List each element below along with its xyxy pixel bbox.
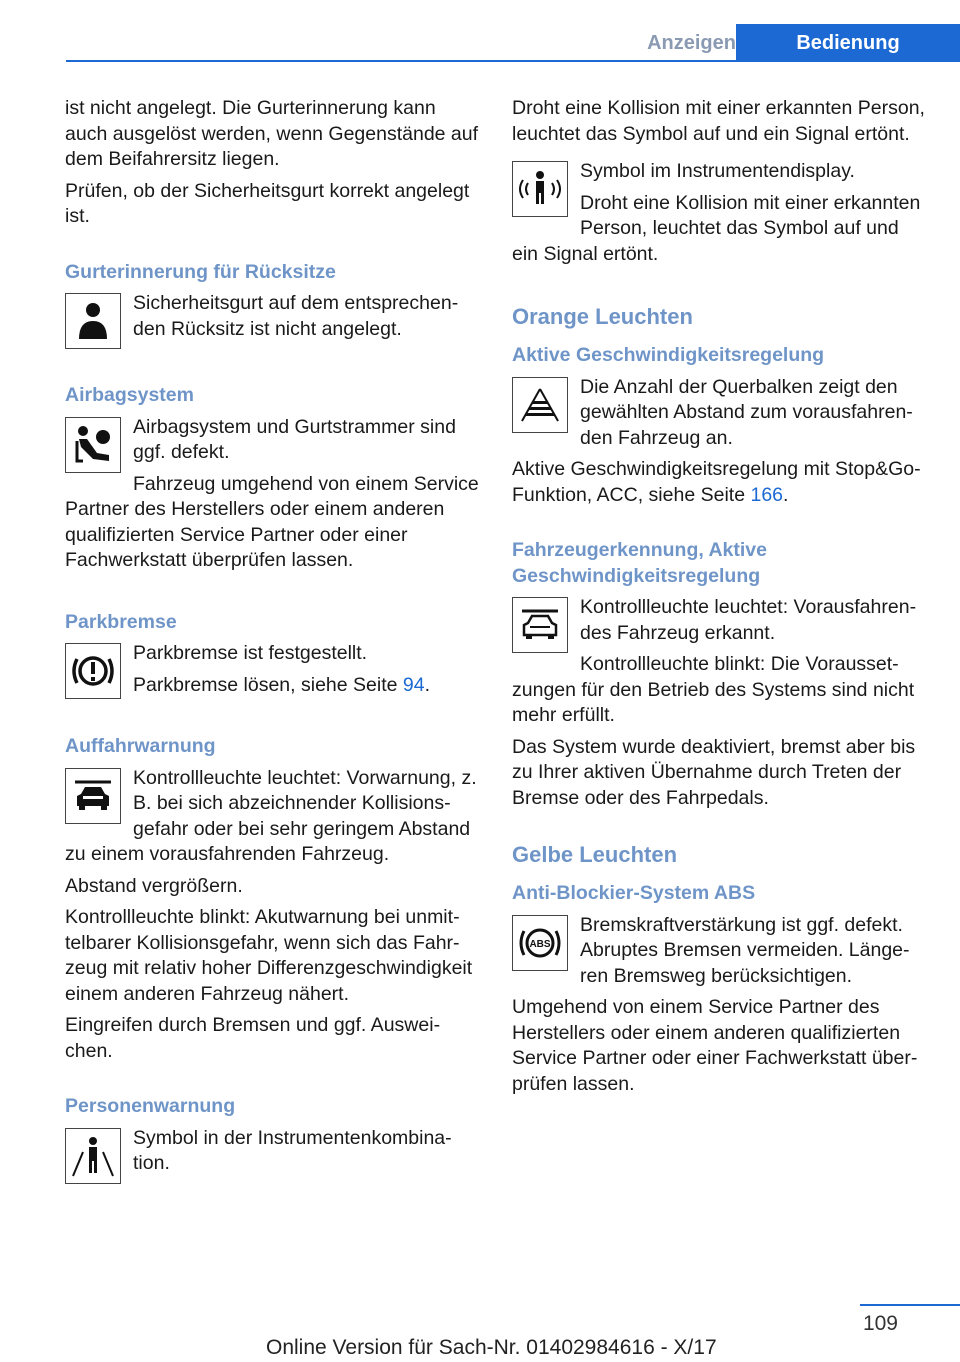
section-heading-fzg: Fahrzeugerkennung, Aktive Geschwindigkeitsregelung bbox=[512, 539, 767, 587]
indicator-text: Kontrollleuchte leuchtet: Vorausfahrendes Fahrzeug erkannt. bbox=[580, 596, 917, 644]
paragraph bbox=[512, 457, 930, 508]
header-tab-anzeigen[interactable]: Anzeigen bbox=[647, 32, 736, 54]
paragraph: Eingreifen durch Bremsen und ggf. Ausweichen. bbox=[65, 1014, 441, 1062]
indicator-text: Symbol im Instrumentendisplay. bbox=[580, 160, 855, 182]
indicator-acc bbox=[512, 375, 930, 458]
airbag-icon bbox=[65, 417, 121, 473]
indicator-parkbremse bbox=[65, 641, 480, 704]
indicator-fzg bbox=[512, 595, 930, 735]
vehicle-detected-icon bbox=[512, 597, 568, 653]
footer-rule bbox=[860, 1304, 960, 1306]
indicator-text: Droht eine Kollision mit einer erkannten Person, leuchtet das Symbol auf und ein Signal ertönt. bbox=[512, 191, 921, 265]
indicator-text: Kontrollleuchte leuchtet: Vorwarnung, z. B. bei sich abzeichnender Kollisionsgefahr oder bei sehr geringem Abstand zu einem vorausfahrenden Fahrzeug. bbox=[65, 766, 477, 865]
pedestrian-signal-icon bbox=[512, 161, 568, 217]
pedestrian-warning-icon bbox=[65, 1128, 121, 1184]
indicator-text: Die Anzahl der Querbalken zeigt den gewählten Abstand zum vorausfahrenden Fahrzeug an. bbox=[580, 375, 913, 449]
text-fragment: . bbox=[424, 673, 431, 696]
online-version-note: Online Version für Sach-Nr. 01402984616 - X/17 bbox=[266, 1336, 717, 1359]
indicator-text: Fahrzeug umgehend von einem Service Partner des Herstellers oder einem anderen qualifizierten Service Partner oder einer Fachwerkstatt überprüfen lassen. bbox=[65, 472, 479, 571]
indicator-text: Parkbremse ist festgestellt. bbox=[133, 642, 368, 664]
paragraph: Droht eine Kollision mit einer erkannten Person, leuchtet das Symbol auf und ein Signal ertönt. bbox=[512, 97, 925, 145]
page-link-94[interactable]: 94 bbox=[402, 673, 425, 696]
paragraph: Prüfen, ob der Sicherheitsgurt korrekt angelegt ist. bbox=[65, 179, 470, 227]
page-number: 109 bbox=[862, 1312, 898, 1335]
page-header bbox=[66, 24, 960, 62]
indicator-text: Symbol in der Instrumentenkombination. bbox=[133, 1126, 452, 1174]
car-front-icon bbox=[65, 768, 121, 824]
indicator-ruecksitze bbox=[65, 291, 480, 353]
indicator-text: Kontrollleuchte blinkt: Die Voraussetzungen für den Betrieb des Systems sind nicht mehr erfüllt. bbox=[512, 653, 915, 726]
section-heading-parkbremse: Parkbremse bbox=[65, 610, 177, 633]
indicator-abs bbox=[512, 913, 930, 996]
right-column bbox=[512, 96, 930, 1103]
indicator-text: Airbagsystem und Gurtstrammer sind ggf. defekt. bbox=[133, 415, 456, 463]
abs-icon-label: ABS bbox=[529, 938, 551, 950]
section-heading-ruecksitze: Gurterinnerung für Rücksitze bbox=[65, 260, 336, 283]
text-fragment: . bbox=[783, 483, 789, 506]
text-fragment: Aktive Geschwindigkeitsregelung mit Stop&Go-Funktion, ACC, siehe Seite bbox=[512, 458, 921, 506]
section-heading-orange: Orange Leuchten bbox=[512, 304, 693, 329]
indicator-person bbox=[65, 1126, 480, 1188]
left-column bbox=[65, 96, 480, 1188]
indicator-auffahr bbox=[65, 766, 480, 874]
indicator-person-display bbox=[512, 159, 930, 273]
page-link-166[interactable]: 166 bbox=[750, 483, 784, 506]
section-heading-person: Personenwarnung bbox=[65, 1095, 236, 1117]
paragraph: Umgehend von einem Service Partner des Herstellers oder einem anderen qualifizierten Service Partner oder einer Fachwerkstatt überprüfen lassen. bbox=[512, 996, 918, 1095]
section-heading-abs: Anti-Blockier-System ABS bbox=[512, 882, 756, 904]
seat-occupant-icon bbox=[65, 293, 121, 349]
indicator-text bbox=[65, 673, 480, 699]
paragraph: Abstand vergrößern. bbox=[65, 874, 243, 897]
header-rule bbox=[66, 60, 960, 62]
paragraph: ist nicht angelegt. Die Gurterinnerung kann auch ausgelöst werden, wenn Gegenstände auf dem Beifahrersitz liegen. bbox=[65, 97, 479, 170]
text-fragment: Parkbremse lösen, siehe Seite bbox=[133, 673, 403, 696]
section-heading-gelb: Gelbe Leuchten bbox=[512, 842, 678, 867]
section-heading-auffahr: Auffahrwarnung bbox=[65, 735, 216, 757]
section-heading-airbag: Airbagsystem bbox=[65, 384, 194, 406]
header-tab-bedienung[interactable]: Bedienung bbox=[736, 24, 960, 62]
parking-brake-icon bbox=[65, 643, 121, 699]
paragraph: Das System wurde deaktiviert, bremst aber bis zu Ihrer aktiven Übernahme durch Treten der Bremse oder des Fahrpedals. bbox=[512, 735, 916, 809]
paragraph: Kontrollleuchte blinkt: Akutwarnung bei unmittelbarer Kollisionsgefahr, wenn sich das Fahrzeug mit relativ hoher Differenzgeschwindigkeit einem anderen Fahrzeug nähert. bbox=[65, 906, 473, 1005]
indicator-text: Sicherheitsgurt auf dem entsprechenden Rücksitz ist nicht angelegt. bbox=[133, 292, 459, 340]
abs-icon bbox=[512, 915, 568, 971]
distance-bars-icon bbox=[512, 377, 568, 433]
indicator-airbag bbox=[65, 415, 480, 580]
section-heading-acc: Aktive Geschwindigkeitsregelung bbox=[512, 344, 825, 366]
indicator-text: Bremskraftverstärkung ist ggf. defekt. Abruptes Bremsen vermeiden. Längeren Bremsweg berücksichtigen. bbox=[580, 913, 910, 987]
